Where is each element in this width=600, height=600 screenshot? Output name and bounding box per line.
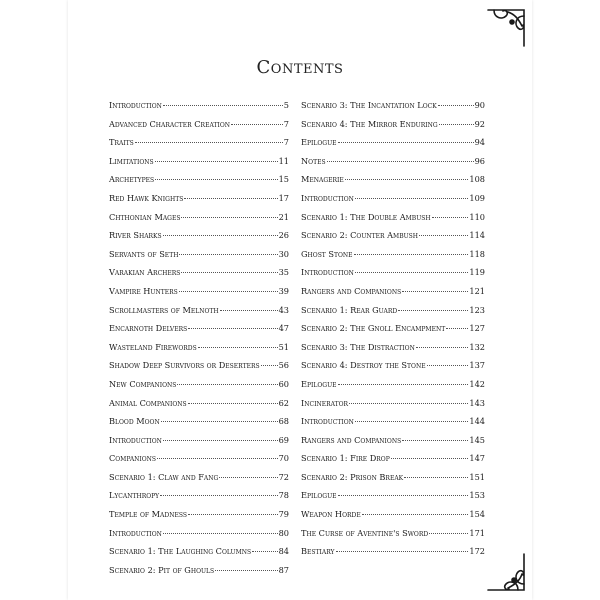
toc-entry[interactable]: [109, 301, 289, 320]
toc-entry-title: Chthonian Mages: [109, 211, 181, 222]
toc-entry-title: Rangers and Companions: [301, 285, 402, 296]
toc-entry-page: 121: [469, 285, 485, 296]
dot-leader: [188, 514, 278, 515]
toc-entry-title: Scenario 3: The Incantation Lock: [301, 100, 437, 110]
toc-entry-page: 137: [469, 360, 485, 371]
toc-entry-title: River Sharks: [109, 230, 162, 241]
toc-entry[interactable]: [109, 486, 289, 505]
toc-entry-title: Rangers and Companions: [301, 434, 402, 445]
toc-entry[interactable]: [301, 133, 485, 152]
toc-entry-title: Introduction: [301, 267, 354, 278]
toc-entry[interactable]: [109, 170, 289, 189]
toc-entry-title: Red Hawk Knights: [109, 192, 184, 203]
dot-leader: [163, 440, 278, 441]
toc-entry-title: New Companions: [109, 378, 177, 389]
toc-entry-title: Archetypes: [109, 174, 155, 185]
toc-entry[interactable]: [301, 189, 485, 208]
toc-entry[interactable]: [109, 189, 289, 208]
toc-entry-title: Scenario 2: Counter Ambush: [301, 230, 418, 241]
toc-entry[interactable]: [301, 319, 485, 338]
toc-entry-page: 96: [474, 155, 485, 166]
dot-leader: [160, 495, 277, 496]
toc-entry[interactable]: [301, 226, 485, 245]
toc-entry-title: Lycanthropy: [109, 490, 160, 501]
toc-entry[interactable]: [301, 96, 485, 115]
toc-entry-page: 92: [474, 118, 485, 129]
toc-entry-page: 118: [469, 248, 485, 259]
dot-leader: [427, 365, 469, 366]
toc-entry[interactable]: [301, 505, 485, 524]
dot-leader: [231, 124, 283, 125]
toc-entry[interactable]: [109, 245, 289, 264]
toc-entry[interactable]: [109, 561, 289, 580]
toc-entry[interactable]: [301, 301, 485, 320]
toc-entry-title: Wasteland Firewords: [109, 341, 197, 352]
toc-entry-page: 15: [278, 174, 289, 185]
toc-entry-title: Scenario 2: The Gnoll Encampment: [301, 323, 446, 334]
toc-entry-page: 151: [469, 471, 485, 482]
toc-entry[interactable]: [301, 245, 485, 264]
toc-entry[interactable]: [301, 263, 485, 282]
toc-entry-page: 7: [283, 137, 289, 148]
toc-entry-title: Varakian Archers: [109, 267, 181, 278]
page-title: Contents: [256, 57, 344, 78]
toc-entry-title: Vampire Hunters: [109, 285, 178, 296]
toc-entry-title: Blood Moon: [109, 416, 160, 427]
dot-leader: [355, 421, 468, 422]
dot-leader: [252, 551, 277, 552]
toc-entry-page: 143: [469, 397, 485, 408]
toc-entry-title: Menagerie: [301, 174, 344, 185]
dot-leader: [327, 161, 474, 162]
flourish-corner-icon: [484, 550, 528, 594]
dot-leader: [338, 495, 469, 496]
dot-leader: [135, 142, 283, 143]
toc-entry-title: Scenario 4: Destroy the Stone: [301, 360, 426, 371]
toc-entry[interactable]: [109, 524, 289, 543]
toc-entry-title: Servants of Seth: [109, 248, 179, 259]
dot-leader: [438, 105, 474, 106]
toc-entry[interactable]: [109, 282, 289, 301]
dot-leader: [391, 458, 469, 459]
toc-entry-title: Epilogue: [301, 137, 337, 148]
toc-entry-page: 62: [278, 397, 289, 408]
toc-entry[interactable]: [301, 412, 485, 431]
toc-entry[interactable]: [301, 394, 485, 413]
toc-entry-page: 171: [469, 527, 485, 538]
toc-entry[interactable]: [301, 486, 485, 505]
toc-entry-page: 78: [278, 490, 289, 501]
toc-entry-title: Scenario 2: Pit of Ghouls: [109, 564, 215, 575]
document-page: [68, 0, 532, 600]
toc-entry-page: 114: [469, 230, 485, 241]
toc-entry[interactable]: [301, 542, 485, 561]
toc-entry-title: Scenario 3: The Distraction: [301, 341, 415, 352]
dot-leader: [181, 272, 277, 273]
toc-entry-title: Introduction: [109, 527, 162, 538]
toc-entry-page: 26: [278, 230, 289, 241]
dot-leader: [163, 533, 278, 534]
dot-leader: [402, 440, 468, 441]
dot-leader: [404, 477, 468, 478]
toc-entry-title: Epilogue: [301, 490, 337, 501]
toc-entry-page: 172: [469, 546, 485, 557]
toc-entry[interactable]: [301, 170, 485, 189]
dot-leader: [163, 235, 278, 236]
toc-entry[interactable]: [301, 449, 485, 468]
dot-leader: [439, 124, 474, 125]
flourish-corner-icon: [484, 6, 528, 50]
dot-leader: [163, 105, 283, 106]
toc-entry-page: 153: [469, 490, 485, 501]
dot-leader: [161, 421, 278, 422]
dot-leader: [179, 254, 277, 255]
toc-entry-title: Bestiary: [301, 546, 335, 557]
toc-entry-title: Shadow Deep Survivors or Deserters: [109, 360, 260, 371]
toc-entry-title: Temple of Madness: [109, 509, 187, 520]
toc-entry-page: 43: [278, 304, 289, 315]
toc-entry-page: 90: [474, 100, 485, 110]
dot-leader: [198, 347, 278, 348]
toc-entry[interactable]: [301, 431, 485, 450]
toc-entry-page: 21: [278, 211, 289, 222]
toc-entry-page: 72: [278, 471, 289, 482]
dot-leader: [181, 217, 277, 218]
dot-leader: [188, 328, 277, 329]
toc-entry-title: Animal Companions: [109, 397, 187, 408]
dot-leader: [220, 310, 278, 311]
dot-leader: [362, 514, 469, 515]
dot-leader: [354, 254, 469, 255]
dot-leader: [338, 384, 469, 385]
toc-entry-title: Advanced Character Creation: [109, 118, 230, 129]
toc-entry-title: Introduction: [301, 416, 354, 427]
toc-entry[interactable]: [109, 375, 289, 394]
toc-entry-title: Encarnoth Delvers: [109, 323, 188, 334]
toc-entry-page: 79: [278, 509, 289, 520]
toc-entry-page: 119: [469, 267, 485, 278]
dot-leader: [345, 179, 469, 180]
toc-entry-title: Traits: [109, 137, 134, 148]
toc-entry[interactable]: [109, 152, 289, 171]
toc-entry-page: 144: [469, 416, 485, 427]
toc-entry[interactable]: [109, 468, 289, 487]
toc-entry-title: Epilogue: [301, 378, 337, 389]
toc-entry-title: Introduction: [109, 100, 162, 110]
toc-entry-page: 108: [469, 174, 485, 185]
dot-leader: [155, 161, 278, 162]
toc-entry-title: Weapon Horde: [301, 509, 361, 520]
dot-leader: [215, 570, 277, 571]
toc-entry-page: 142: [469, 378, 485, 389]
toc-entry-page: 127: [469, 323, 485, 334]
toc-column-left: [109, 96, 289, 579]
dot-leader: [157, 458, 278, 459]
dot-leader: [419, 235, 468, 236]
toc-entry-page: 30: [278, 248, 289, 259]
toc-entry[interactable]: [109, 96, 289, 115]
toc-entry-page: 84: [278, 546, 289, 557]
toc-entry-title: Ghost Stone: [301, 248, 353, 259]
toc-entry[interactable]: [109, 133, 289, 152]
toc-entry-page: 154: [469, 509, 485, 520]
toc-entry-page: 35: [278, 267, 289, 278]
dot-leader: [398, 310, 468, 311]
toc-entry[interactable]: [109, 431, 289, 450]
toc-entry-page: 70: [278, 453, 289, 464]
dot-leader: [177, 384, 277, 385]
toc-entry-page: 17: [278, 192, 289, 203]
toc-entry-title: Notes: [301, 155, 326, 166]
toc-entry[interactable]: [109, 505, 289, 524]
toc-entry[interactable]: [301, 468, 485, 487]
dot-leader: [261, 365, 278, 366]
toc-entry-page: 39: [278, 285, 289, 296]
toc-entry-title: Scenario 1: Claw and Fang: [109, 471, 219, 482]
toc-entry[interactable]: [301, 115, 485, 134]
dot-leader: [355, 198, 468, 199]
toc-entry-page: 69: [278, 434, 289, 445]
dot-leader: [188, 403, 278, 404]
toc-entry[interactable]: [109, 226, 289, 245]
dot-leader: [336, 551, 469, 552]
toc-entry[interactable]: [109, 319, 289, 338]
dot-leader: [338, 142, 474, 143]
toc-entry-page: 60: [278, 378, 289, 389]
toc-entry-page: 110: [469, 211, 485, 222]
toc-entry-page: 123: [469, 304, 485, 315]
toc-entry-page: 11: [278, 155, 289, 166]
toc-entry-title: Introduction: [109, 434, 162, 445]
toc-entry-title: Scenario 1: The Laughing Columns: [109, 546, 252, 557]
toc-entry-title: Introduction: [301, 192, 354, 203]
toc-entry-title: Limitations: [109, 155, 154, 166]
toc-entry[interactable]: [301, 208, 485, 227]
toc-entry[interactable]: [301, 524, 485, 543]
dot-leader: [355, 272, 468, 273]
toc-entry[interactable]: [301, 375, 485, 394]
toc-entry-page: 7: [283, 118, 289, 129]
toc-entry-title: Scenario 1: Fire Drop: [301, 453, 390, 464]
toc-entry[interactable]: [109, 449, 289, 468]
toc-entry[interactable]: [109, 542, 289, 561]
dot-leader: [349, 403, 468, 404]
toc-entry[interactable]: [301, 356, 485, 375]
toc-entry[interactable]: [109, 263, 289, 282]
dot-leader: [184, 198, 277, 199]
dot-leader: [432, 217, 469, 218]
toc-entry-page: 109: [469, 192, 485, 203]
toc-entry-title: Companions: [109, 453, 157, 464]
toc-entry-page: 87: [278, 564, 289, 575]
toc-entry-page: 147: [469, 453, 485, 464]
toc-entry-title: Scenario 1: The Double Ambush: [301, 211, 431, 222]
toc-entry[interactable]: [109, 356, 289, 375]
dot-leader: [416, 347, 469, 348]
toc-entry-page: 132: [469, 341, 485, 352]
dot-leader: [446, 328, 468, 329]
toc-entry-page: 47: [278, 323, 289, 334]
dot-leader: [429, 533, 468, 534]
toc-entry[interactable]: [109, 338, 289, 357]
toc-entry[interactable]: [301, 282, 485, 301]
dot-leader: [179, 291, 278, 292]
toc-entry-title: Scenario 4: The Mirror Enduring: [301, 118, 438, 129]
toc-entry[interactable]: [109, 208, 289, 227]
dot-leader: [155, 179, 277, 180]
toc-entry-page: 145: [469, 434, 485, 445]
dot-leader: [402, 291, 468, 292]
toc-entry-page: 51: [278, 341, 289, 352]
toc-entry-title: The Curse of Aventine's Sword: [301, 527, 429, 538]
toc-entry-page: 56: [278, 360, 289, 371]
toc-entry[interactable]: [109, 394, 289, 413]
toc-entry-page: 80: [278, 527, 289, 538]
toc-entry-page: 5: [283, 100, 289, 110]
toc-entry[interactable]: [109, 412, 289, 431]
toc-entry[interactable]: [301, 338, 485, 357]
toc-entry-title: Scenario 2: Prison Break: [301, 471, 404, 482]
toc-entry[interactable]: [109, 115, 289, 134]
toc-entry-page: 94: [474, 137, 485, 148]
toc-entry-page: 68: [278, 416, 289, 427]
toc-entry-title: Incinerator: [301, 397, 349, 408]
toc-entry[interactable]: [301, 152, 485, 171]
toc-column-right: [301, 96, 485, 561]
toc-entry-title: Scrollmasters of Melnoth: [109, 304, 219, 315]
dot-leader: [219, 477, 277, 478]
toc-entry-title: Scenario 1: Rear Guard: [301, 304, 398, 315]
